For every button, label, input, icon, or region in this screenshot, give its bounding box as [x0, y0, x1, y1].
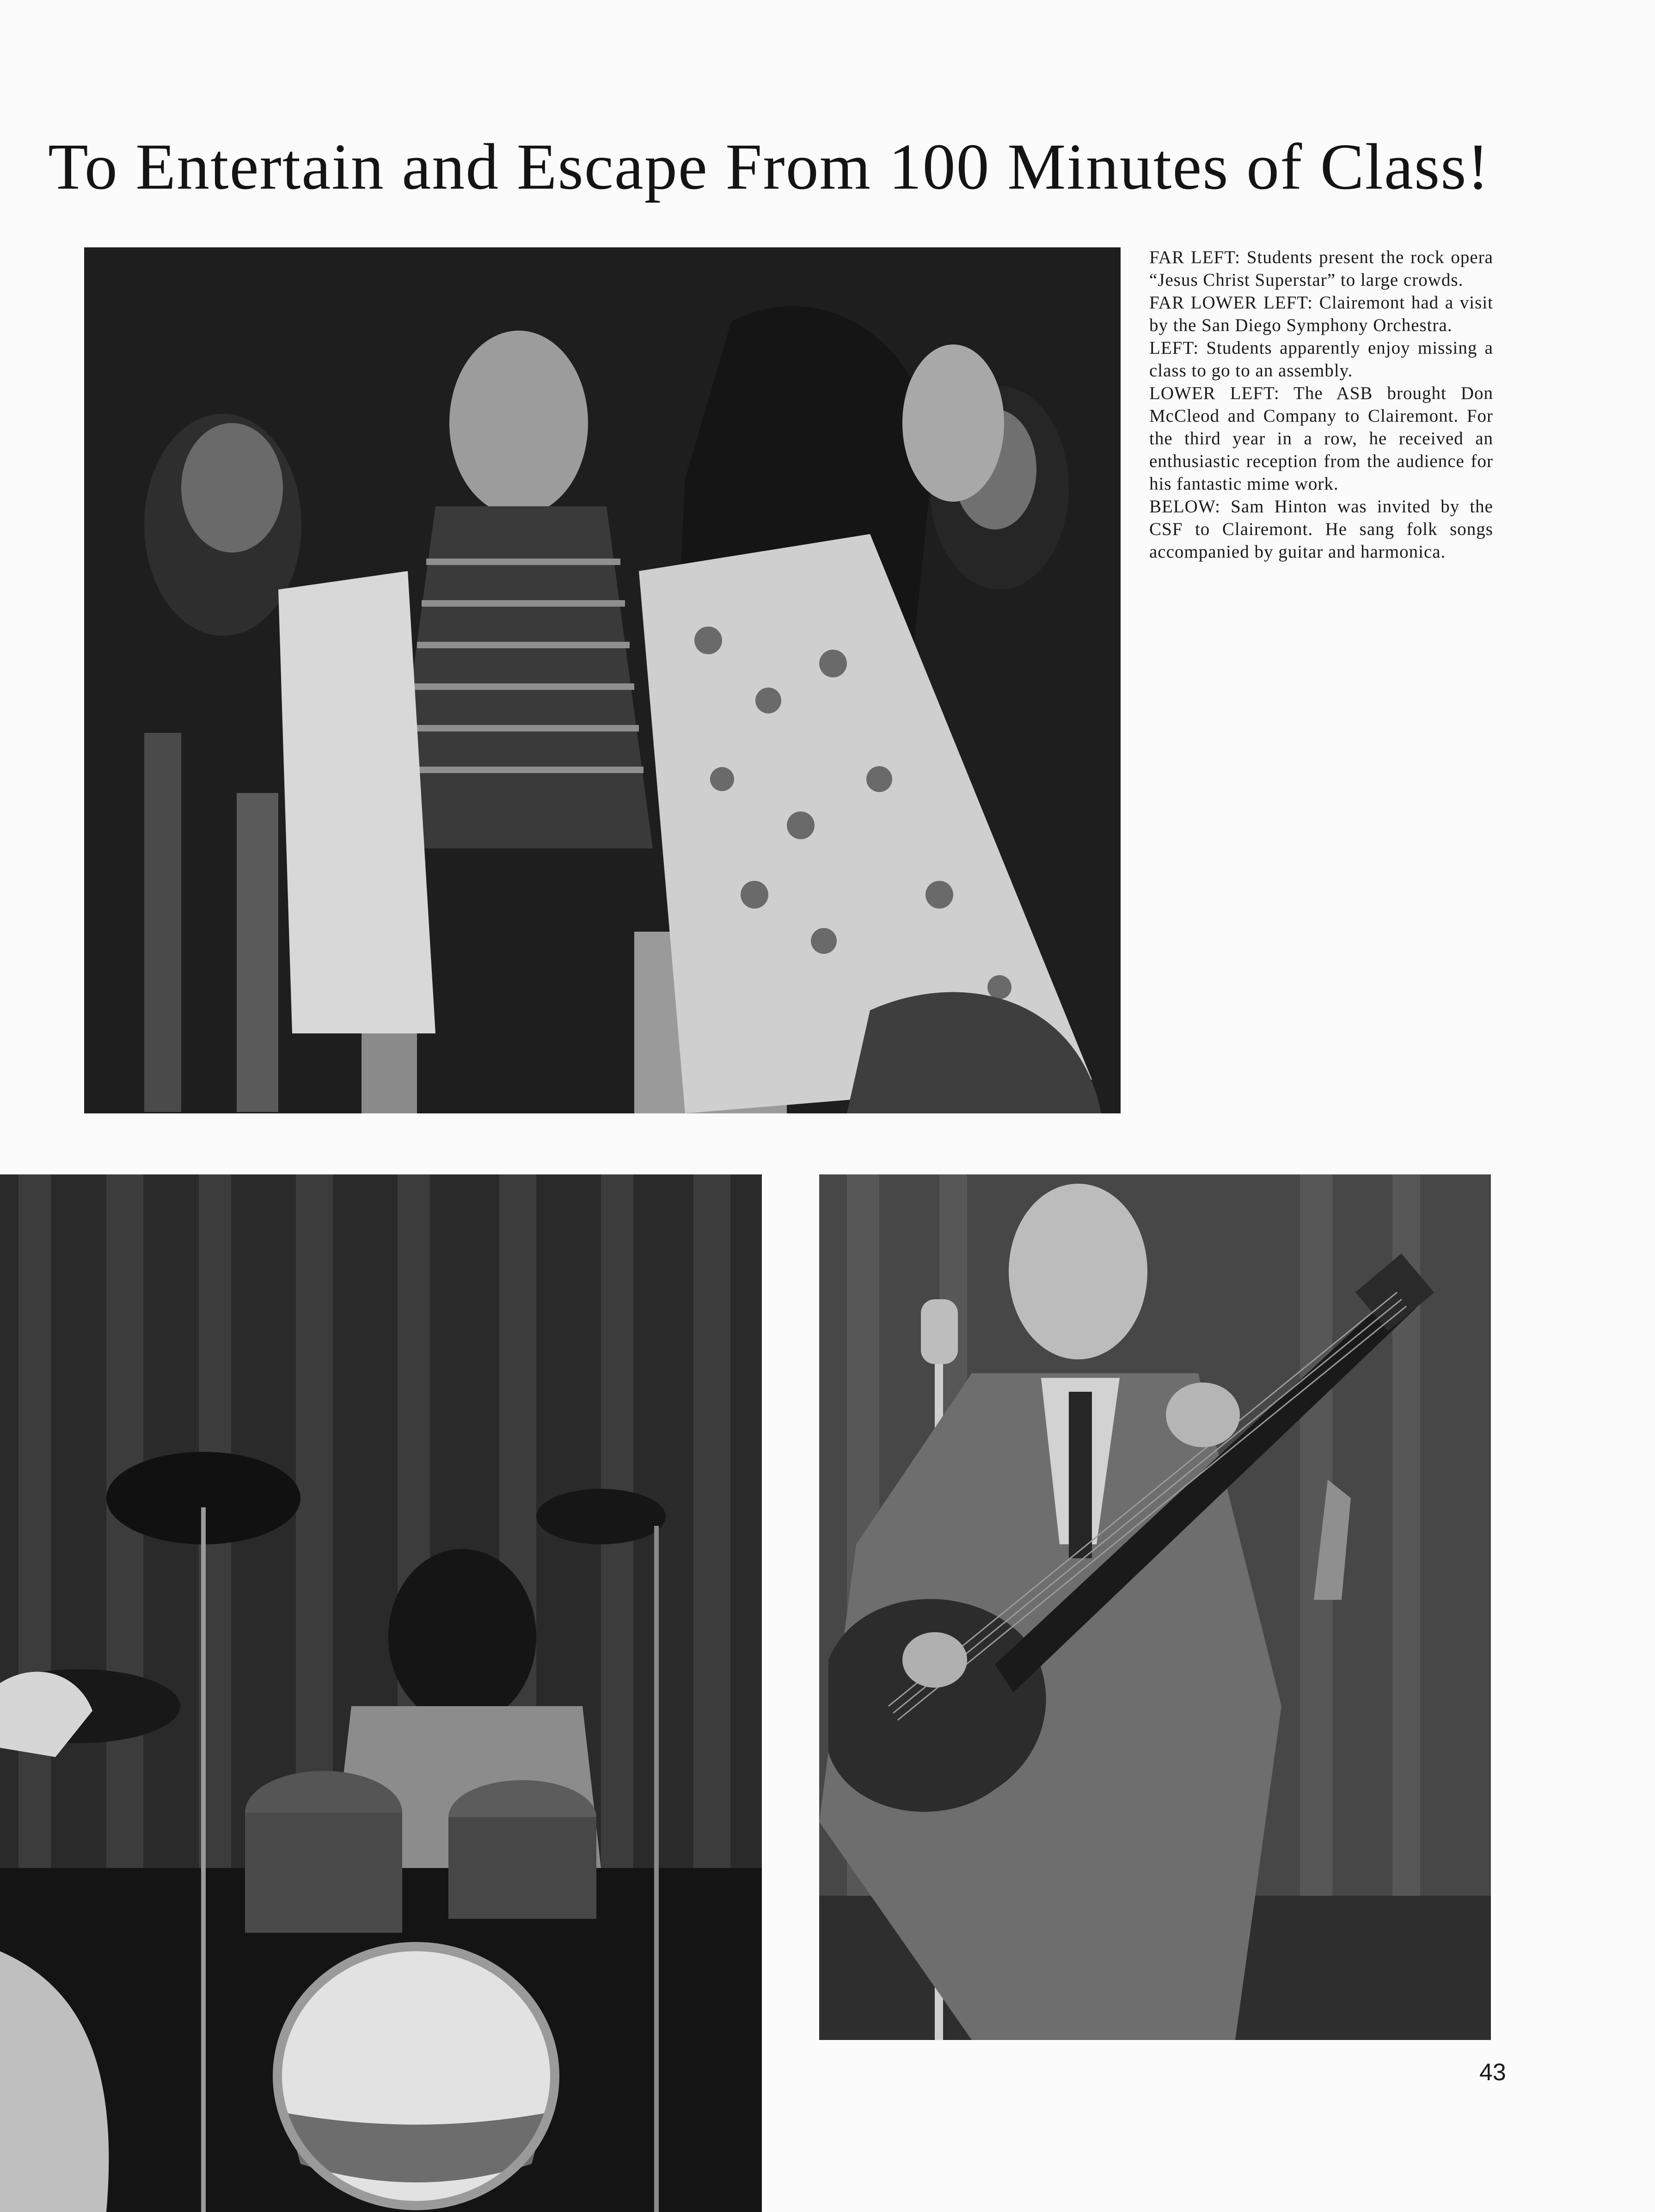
caption-left: LEFT: Students apparently enjoy missing a class to go to an assembly.: [1149, 338, 1493, 381]
page-headline: To Entertain and Escape From 100 Minutes of Class!: [48, 130, 1490, 203]
caption-lower-left: LOWER LEFT: The ASB brought Don McCleod and Company to Clairemont. For the third year in a row, he received an enthusiastic reception from the audience for his fantastic mime work.: [1149, 383, 1493, 494]
band-photo: [0, 1174, 762, 2212]
caption-far-lower-left: FAR LOWER LEFT: Clairemont had a visit by the San Diego Symphony Orchestra.: [1149, 293, 1493, 335]
caption-below: BELOW: Sam Hinton was invited by the CSF to Clairemont. He sang folk songs accompanied by guitar and harmonica.: [1149, 497, 1493, 562]
caption-far-left: FAR LEFT: Students present the rock opera “Jesus Christ Superstar” to large crowds.: [1149, 247, 1493, 290]
audience-photo: [84, 247, 1121, 1113]
folk-singer-photo: [819, 1174, 1491, 2040]
photo-captions: [1149, 246, 1493, 563]
page-number: 43: [1479, 2059, 1506, 2086]
